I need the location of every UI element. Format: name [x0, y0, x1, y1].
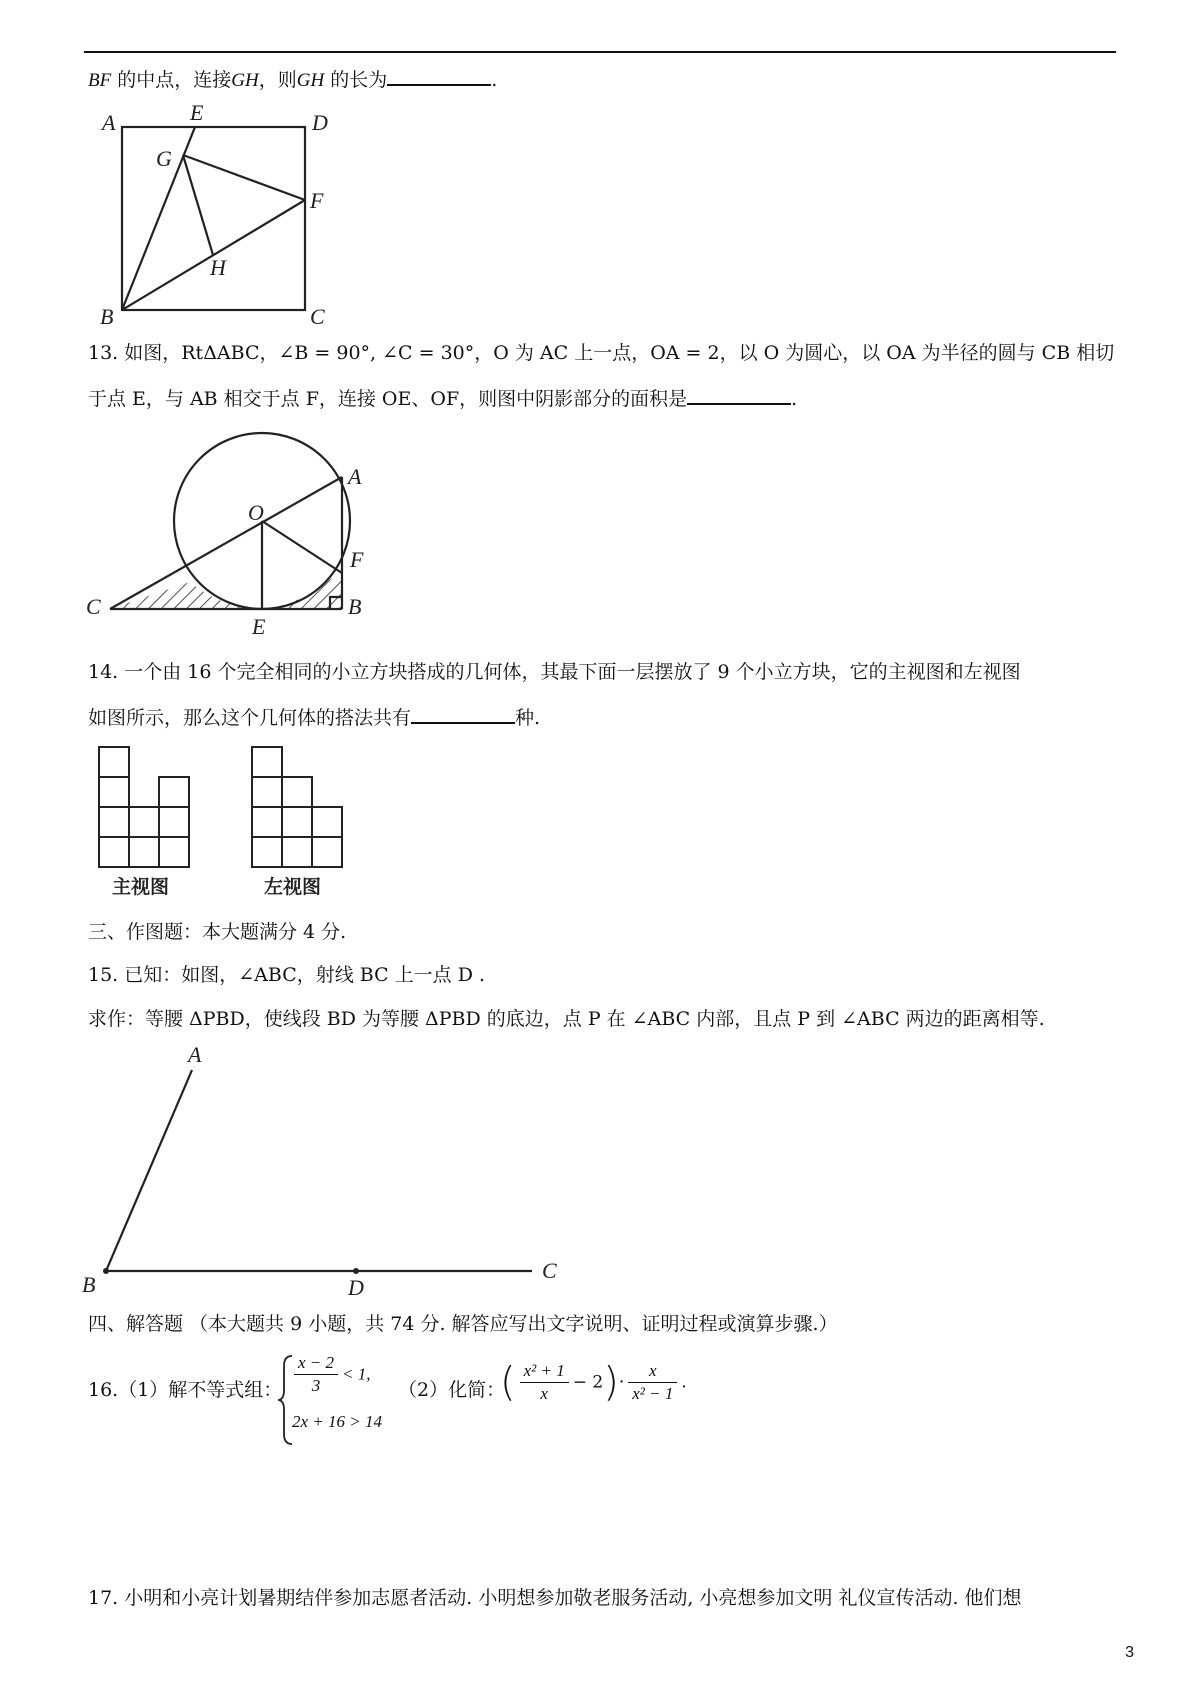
header-rule: [84, 51, 1116, 53]
q17-line1: 17. 小明和小亮计划暑期结伴参加志愿者活动. 小明想参加敬老服务活动, 小亮想参加文明 礼仪宣传活动. 他们想: [88, 1587, 1022, 1609]
frac1-den: 3: [311, 1376, 321, 1395]
q12-text3: 的长为: [324, 69, 388, 91]
paren-close: ): [603, 1359, 619, 1406]
label-e: E: [190, 100, 204, 125]
inequality-2: 2x + 16 > 14: [292, 1412, 382, 1431]
label-a: A: [188, 1042, 202, 1067]
frac3-den: x² − 1: [632, 1384, 674, 1403]
q14-line2-text: 如图所示，那么这个几何体的搭法共有: [88, 707, 412, 729]
fraction-2: [520, 1360, 569, 1405]
q12-tail: [88, 64, 497, 95]
q14-line2: [88, 702, 540, 732]
math-bf: BF: [88, 70, 112, 91]
section3-heading: 三、作图题：本大题满分 4 分.: [88, 921, 347, 943]
q16-end: .: [681, 1372, 687, 1393]
q14-line1: 14. 一个由 16 个完全相同的小立方块搭成的几何体，其最下面一层摆放了 9 个小立方块，它的主视图和左视图: [88, 661, 1021, 683]
math-gh2: GH: [296, 70, 325, 91]
section4-heading: 四、解答题 （本大题共 9 小题，共 74 分. 解答应写出文字说明、证明过程或演算步骤.）: [88, 1313, 838, 1335]
minus-two: − 2: [572, 1372, 604, 1393]
front-view: [99, 747, 189, 867]
label-f: F: [310, 188, 324, 213]
label-c: C: [310, 304, 325, 329]
left-view-caption: 左视图: [264, 876, 322, 898]
q14-end: 种.: [515, 707, 541, 729]
figure-q12-square: [90, 100, 350, 332]
q15-line2: 求作：等腰 ΔPBD，使线段 BD 为等腰 ΔPBD 的底边，点 P 在 ∠ABC 内部，且点 P 到 ∠ABC 两边的距离相等.: [88, 1008, 1045, 1030]
math-gh1: GH: [231, 70, 259, 91]
q12-text1: 的中点，连接: [111, 69, 232, 91]
figure-q14-views: [92, 740, 382, 900]
page-number: 3: [1125, 1644, 1134, 1661]
q16-part1-label: 16.（1）解不等式组：: [88, 1379, 283, 1401]
label-a: A: [102, 110, 116, 135]
q13-line1: 13. 如图，RtΔABC，∠B = 90°, ∠C = 30°，O 为 AC 上一点，OA = 2，以 O 为圆心，以 OA 为半径的圆与 CB 相切: [88, 342, 1115, 364]
left-view: [252, 747, 342, 867]
label-b: B: [82, 1272, 96, 1297]
label-o: O: [248, 500, 264, 525]
answer-blank: [687, 383, 791, 405]
label-d: D: [312, 110, 328, 135]
figure-q15-angle: [80, 1040, 580, 1302]
inequality-1: [290, 1352, 371, 1397]
label-b: B: [348, 594, 362, 619]
label-b: B: [100, 304, 114, 329]
label-c: C: [542, 1258, 557, 1283]
frac2-den: x: [540, 1384, 548, 1403]
label-e: E: [252, 614, 266, 639]
label-c: C: [86, 594, 101, 619]
q12-text2: ，则: [258, 69, 297, 91]
q13-line2: [88, 383, 797, 413]
q13-end: .: [791, 388, 798, 410]
q16-part2-label: （2）化简：: [398, 1379, 506, 1401]
frac2-num: x² + 1: [520, 1360, 569, 1383]
simplify-expression: [500, 1360, 687, 1405]
q15-line1: 15. 已知：如图，∠ABC，射线 BC 上一点 D .: [88, 964, 486, 986]
dot: ·: [618, 1372, 625, 1393]
label-h: H: [210, 255, 226, 280]
front-view-caption: 主视图: [112, 876, 170, 898]
paren-open: (: [500, 1359, 516, 1406]
label-g: G: [156, 146, 172, 171]
frac1-num: x − 2: [294, 1352, 338, 1375]
figure-q13-circle: [80, 422, 390, 642]
q12-end: .: [491, 69, 498, 91]
frac3-num: x: [628, 1360, 677, 1383]
answer-blank: [387, 64, 491, 86]
label-a: A: [348, 464, 362, 489]
label-f: F: [350, 547, 364, 572]
ineq1-rest: < 1,: [342, 1364, 371, 1384]
fraction-3: [628, 1360, 677, 1405]
answer-blank: [411, 702, 515, 724]
q13-line2-text: 于点 E，与 AB 相交于点 F，连接 OE、OF，则图中阴影部分的面积是: [88, 388, 688, 410]
fraction-1: [294, 1352, 338, 1397]
label-d: D: [348, 1275, 364, 1300]
